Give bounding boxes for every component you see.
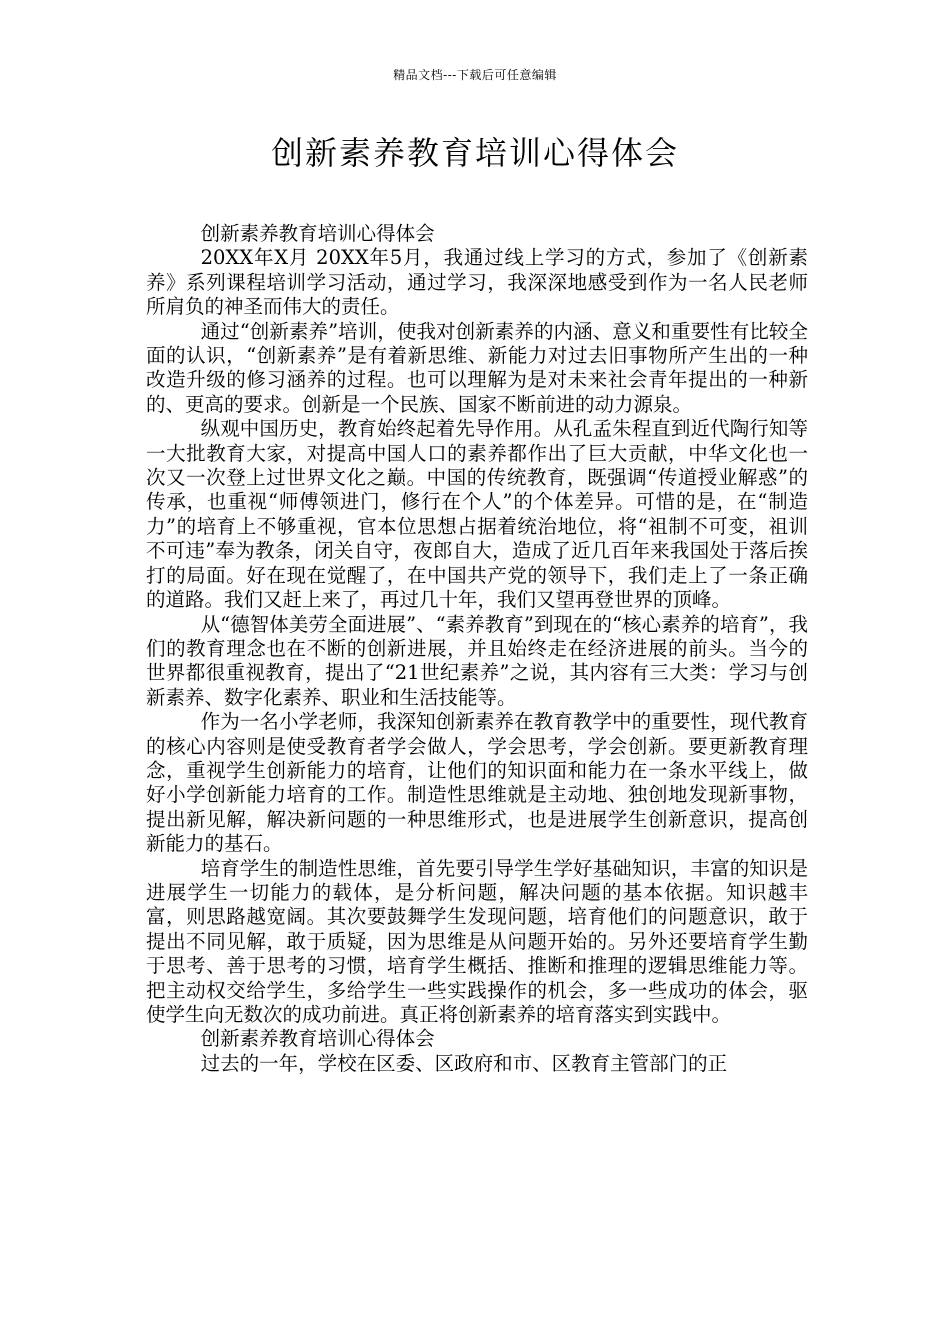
paragraph: 创新素养教育培训心得体会: [200, 1027, 435, 1051]
document-title: 创新素养教育培训心得体会: [270, 134, 679, 172]
paragraph: 通过“创新素养”培训，使我对创新素养的内涵、意义和重要性有比较全面的认识，“创新素养”是有着新思维、新能力对过去旧事物所产生出的一种改造升级的修习涵养的过程。也可以理解为是对未来社会青年提出的一种新的、更高的要求。创新是一个民族、国家不断前进的动力源泉。: [146, 319, 808, 416]
paragraph: 20XX年X月 20XX年5月，我通过线上学习的方式，参加了《创新素养》系列课程培训学习活动，通过学习，我深深地感受到作为一名人民老师所肩负的神圣而伟大的责任。: [146, 246, 808, 319]
paragraph: 过去的一年，学校在区委、区政府和市、区教育主管部门的正: [200, 1051, 728, 1075]
paragraph: 作为一名小学老师，我深知创新素养在教育教学中的重要性，现代教育的核心内容则是使受教育者学会做人，学会思考，学会创新。要更新教育理念，重视学生创新能力的培育，让他们的知识面和能力在一条水平线上，做好小学创新能力培育的工作。制造性思维就是主动地、独创地发现新事物，提出新见解，解决新问题的一种思维形式，也是进展学生创新意识，提高创新能力的基石。: [146, 710, 808, 856]
document-body: [146, 222, 808, 1076]
header-note: 精品文档---下载后可任意编辑: [393, 68, 557, 82]
paragraph: 培育学生的制造性思维，首先要引导学生学好基础知识，丰富的知识是进展学生一切能力的载体，是分析问题，解决问题的基本依据。知识越丰富，则思路越宽阔。其次要鼓舞学生发现问题，培育他们的问题意识，敢于提出不同见解，敢于质疑，因为思维是从问题开始的。另外还要培育学生勤于思考、善于思考的习惯，培育学生概括、推断和推理的逻辑思维能力等。把主动权交给学生，多给学生一些实践操作的机会，多一些成功的体会，驱使学生向无数次的成功前进。真正将创新素养的培育落实到实践中。: [146, 856, 808, 1026]
paragraph: 创新素养教育培训心得体会: [200, 222, 435, 245]
paragraph: 从“德智体美劳全面进展”、“素养教育”到现在的“核心素养的培育”，我们的教育理念也在不断的创新进展，并且始终走在经济进展的前头。当今的世界都很重视教育，提出了“21世纪素养”之说，其内容有三大类：学习与创新素养、数字化素养、职业和生活技能等。: [146, 612, 808, 709]
paragraph: 纵观中国历史，教育始终起着先导作用。从孔孟朱程直到近代陶行知等一大批教育大家，对提高中国人口的素养都作出了巨大贡献，中华文化也一次又一次登上过世界文化之巅。中国的传统教育，既强调“传道授业解惑”的传承，也重视“师傅领进门，修行在个人”的个体差异。可惜的是，在“制造力”的培育上不够重视，官本位思想占据着统治地位，将“祖制不可变，祖训不可违”奉为教条，闭关自守，夜郎自大，造成了近几百年来我国处于落后挨打的局面。好在现在觉醒了，在中国共产党的领导下，我们走上了一条正确的道路。我们又赶上来了，再过几十年，我们又望再登世界的顶峰。: [146, 417, 808, 612]
